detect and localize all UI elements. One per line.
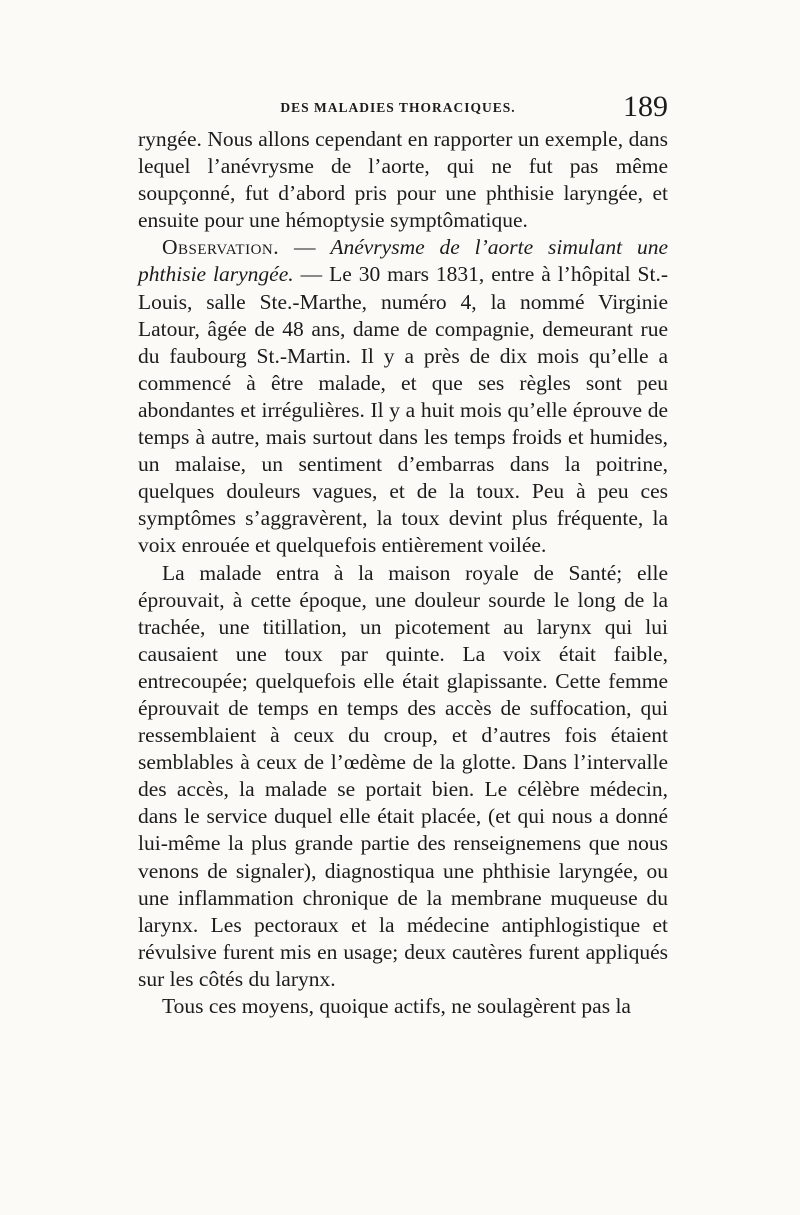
paragraph-continuation xyxy=(138,126,668,234)
paragraph-text: — Le 30 mars 1831, entre à l’hôpital St.-Louis, salle Ste.-Marthe, numéro 4, la nommé Virginie Latour, âgée de 48 ans, dame de compagnie, demeurant rue du faubourg St.-Martin. Il y a près de dix mois qu’elle a commencé à être malade, et que ses règles sont peu abondantes et irrégulières. Il y a huit mois qu’elle éprouve de temps à autre, mais surtout dans les temps froids et humides, un malaise, un sentiment d’embarras dans la poitrine, quelques douleurs vagues, et de la toux. Peu à peu ces symptômes s’aggravèrent, la toux devint plus fréquente, la voix enrouée et quelquefois entièrement voilée. xyxy=(138,262,668,558)
paragraph xyxy=(138,993,668,1020)
dash: — xyxy=(279,235,331,260)
running-title: DES MALADIES THORACIQUES. xyxy=(280,100,516,115)
page-number: 189 xyxy=(623,90,668,123)
paragraph-observation xyxy=(138,234,668,559)
paragraph-text: Tous ces moyens, quoique actifs, ne soulagèrent pas la xyxy=(162,994,631,1018)
paragraph xyxy=(138,560,668,994)
observation-title: Anévrysme de l’aorte simulant une phthisie laryngée. xyxy=(138,235,668,287)
paragraph-text: ryngée. Nous allons cependant en rapporter un exemple, dans lequel l’anévrysme de l’aorte, qui ne fut pas même soupçonné, fut d’abord pris pour une phthisie laryngée, et ensuite pour une hémoptysie symptômatique. xyxy=(138,127,668,233)
body-text xyxy=(138,126,668,1020)
paragraph-text: La malade entra à la maison royale de Santé; elle éprouvait, à cette époque, une douleur sourde le long de la trachée, une titillation, un picotement au larynx qui lui causaient une toux par quinte. La voix était faible, entrecoupée; quelquefois elle était glapissante. Cette femme éprouvait de temps en temps des accès de suffocation, qui ressemblaient à ceux du croup, et d’autres fois étaient semblables à ceux de l’œdème de la glotte. Dans l’intervalle des accès, la malade se portait bien. Le célèbre médecin, dans le service duquel elle était placée, (et qui nous a donné lui-même la plus grande partie des renseignemens que nous venons de signaler), diagnostiqua une phthisie laryngée, ou une inflammation chronique de la membrane muqueuse du larynx. Les pectoraux et la médecine antiphlogistique et révulsive furent mis en usage; deux cautères furent appliqués sur les côtés du larynx. xyxy=(138,560,668,991)
observation-label: Observation. xyxy=(162,235,280,260)
